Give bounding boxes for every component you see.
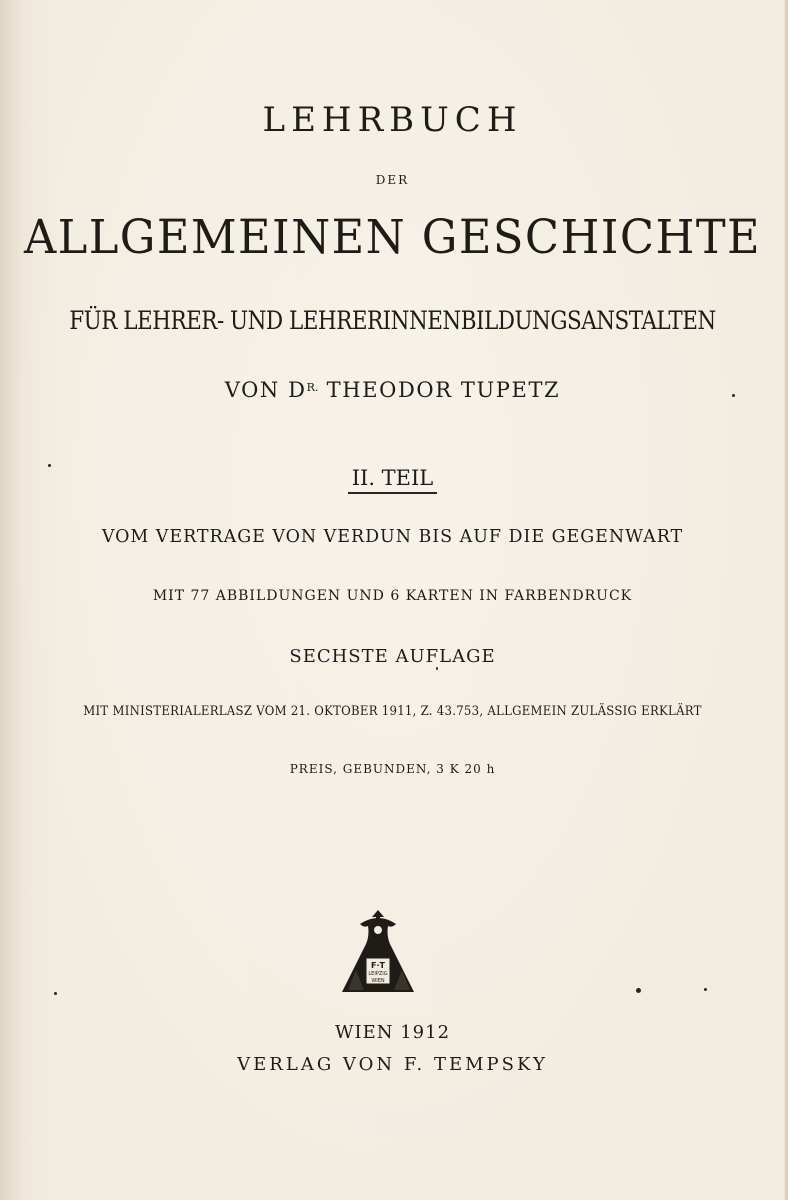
price-line: PREIS, GEBUNDEN, 3 K 20 h: [289, 762, 496, 776]
period-line: VOM VERTRAGE VON VERDUN BIS AUF DIE GEGENWART: [101, 526, 684, 547]
illustrations-line: MIT 77 ABBILDUNGEN UND 6 KARTEN IN FARBENDRUCK: [152, 588, 633, 604]
subtitle: FÜR LEHRER- UND LEHRERINNENBILDUNGSANSTALTEN: [69, 306, 716, 335]
approval-line: MIT MINISTERIALERLASZ VOM 21. OKTOBER 1911, Z. 43.753, ALLGEMEIN ZULÄSSIG ERKLÄRT: [83, 704, 702, 719]
title-line-lehrbuch: LEHRBUCH: [262, 100, 523, 140]
paper-speck: [48, 464, 51, 467]
author-title-sup: R.: [306, 381, 319, 394]
place-year: WIEN 1912: [334, 1022, 451, 1043]
svg-text:LEIPZIG: LEIPZIG: [368, 971, 388, 977]
author-line: [0, 378, 785, 402]
main-title: ALLGEMEINEN GESCHICHTE: [23, 210, 762, 265]
paper-speck: [704, 988, 707, 991]
author-prefix: VON D: [224, 378, 307, 402]
paper-speck: [436, 667, 438, 670]
edition-line: SECHSTE AUFLAGE: [289, 646, 496, 667]
paper-speck: [54, 992, 57, 995]
paper-speck: [732, 394, 735, 397]
paper-speck: [636, 988, 641, 993]
svg-text:WIEN: WIEN: [371, 978, 385, 984]
part-label: II. TEIL: [348, 466, 438, 494]
publisher-emblem-icon: [342, 908, 414, 994]
svg-text:F·T: F·T: [371, 961, 385, 970]
title-line-der: DER: [375, 173, 410, 187]
part-heading: [0, 466, 785, 494]
publisher-line: VERLAG VON F. TEMPSKY: [237, 1054, 548, 1075]
author-name: THEODOR TUPETZ: [318, 378, 561, 402]
